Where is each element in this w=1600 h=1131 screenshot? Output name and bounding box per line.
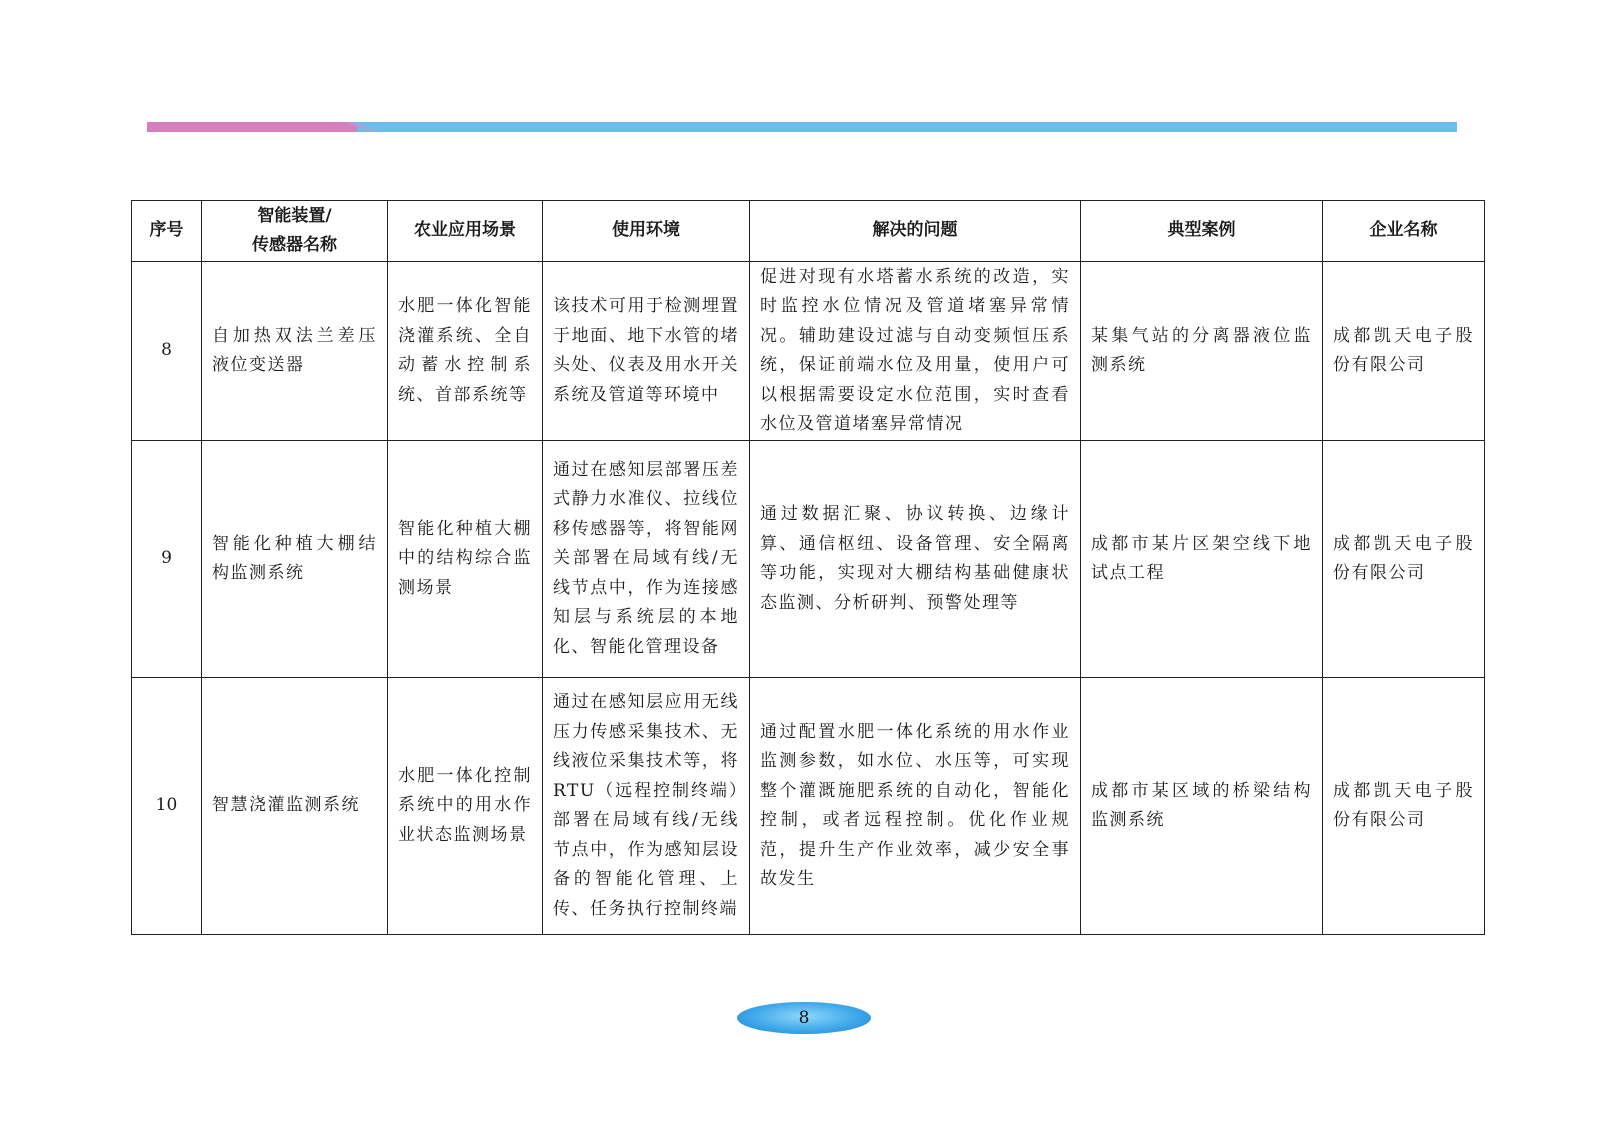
- device-table: [131, 200, 1485, 935]
- header-case: 典型案例: [1081, 201, 1323, 262]
- cell-environment: 通过在感知层部署压差式静力水准仪、拉线位移传感器等，将智能网关部署在局域有线/无线节点中，作为连接感知层与系统层的本地化、智能化管理设备: [543, 441, 750, 678]
- page-number: 8: [798, 1008, 810, 1028]
- header-scenario: 农业应用场景: [388, 201, 543, 262]
- cell-problem: 促进对现有水塔蓄水系统的改造，实时监控水位情况及管道堵塞异常情况。辅助建设过滤与自动变频恒压系统，保证前端水位及用量，使用户可以根据需要设定水位范围，实时查看水位及管道堵塞异常情况: [750, 262, 1081, 441]
- cell-index: 9: [132, 441, 202, 678]
- cell-environment: 通过在感知层应用无线压力传感采集技术、无线液位采集技术等，将RTU（远程控制终端）部署在局域有线/无线节点中，作为感知层设备的智能化管理、上传、任务执行控制终端: [543, 678, 750, 935]
- header-environment: 使用环境: [543, 201, 750, 262]
- cell-case: 某集气站的分离器液位监测系统: [1081, 262, 1323, 441]
- cell-device: 智慧浇灌监测系统: [202, 678, 388, 935]
- header-company: 企业名称: [1323, 201, 1485, 262]
- header-index: 序号: [132, 201, 202, 262]
- cell-index: 10: [132, 678, 202, 935]
- cell-scenario: 水肥一体化控制系统中的用水作业状态监测场景: [388, 678, 543, 935]
- cell-company: 成都凯天电子股份有限公司: [1323, 262, 1485, 441]
- cell-index: 8: [132, 262, 202, 441]
- cell-scenario: 智能化种植大棚中的结构综合监测场景: [388, 441, 543, 678]
- cell-scenario: 水肥一体化智能浇灌系统、全自动蓄水控制系统、首部系统等: [388, 262, 543, 441]
- header-decorative-bar: [147, 122, 1457, 132]
- table-row: [132, 678, 1485, 935]
- cell-device: 智能化种植大棚结构监测系统: [202, 441, 388, 678]
- header-problem: 解决的问题: [750, 201, 1081, 262]
- cell-problem: 通过数据汇聚、协议转换、边缘计算、通信枢纽、设备管理、安全隔离等功能，实现对大棚结构基础健康状态监测、分析研判、预警处理等: [750, 441, 1081, 678]
- cell-problem: 通过配置水肥一体化系统的用水作业监测参数，如水位、水压等，可实现整个灌溉施肥系统的自动化，智能化控制，或者远程控制。优化作业规范，提升生产作业效率，减少安全事故发生: [750, 678, 1081, 935]
- header-bar-pink-segment: [147, 122, 357, 132]
- cell-company: 成都凯天电子股份有限公司: [1323, 678, 1485, 935]
- header-device: [202, 201, 388, 262]
- cell-company: 成都凯天电子股份有限公司: [1323, 441, 1485, 678]
- page-number-badge: [737, 1002, 871, 1034]
- table-row: [132, 441, 1485, 678]
- header-device-line2: 传感器名称: [252, 235, 337, 255]
- table-row: [132, 262, 1485, 441]
- table-header-row: [132, 201, 1485, 262]
- cell-environment: 该技术可用于检测埋置于地面、地下水管的堵头处、仪表及用水开关系统及管道等环境中: [543, 262, 750, 441]
- cell-case: 成都市某区域的桥梁结构监测系统: [1081, 678, 1323, 935]
- header-device-line1: 智能装置/: [257, 205, 332, 226]
- cell-device: 自加热双法兰差压液位变送器: [202, 262, 388, 441]
- cell-case: 成都市某片区架空线下地试点工程: [1081, 441, 1323, 678]
